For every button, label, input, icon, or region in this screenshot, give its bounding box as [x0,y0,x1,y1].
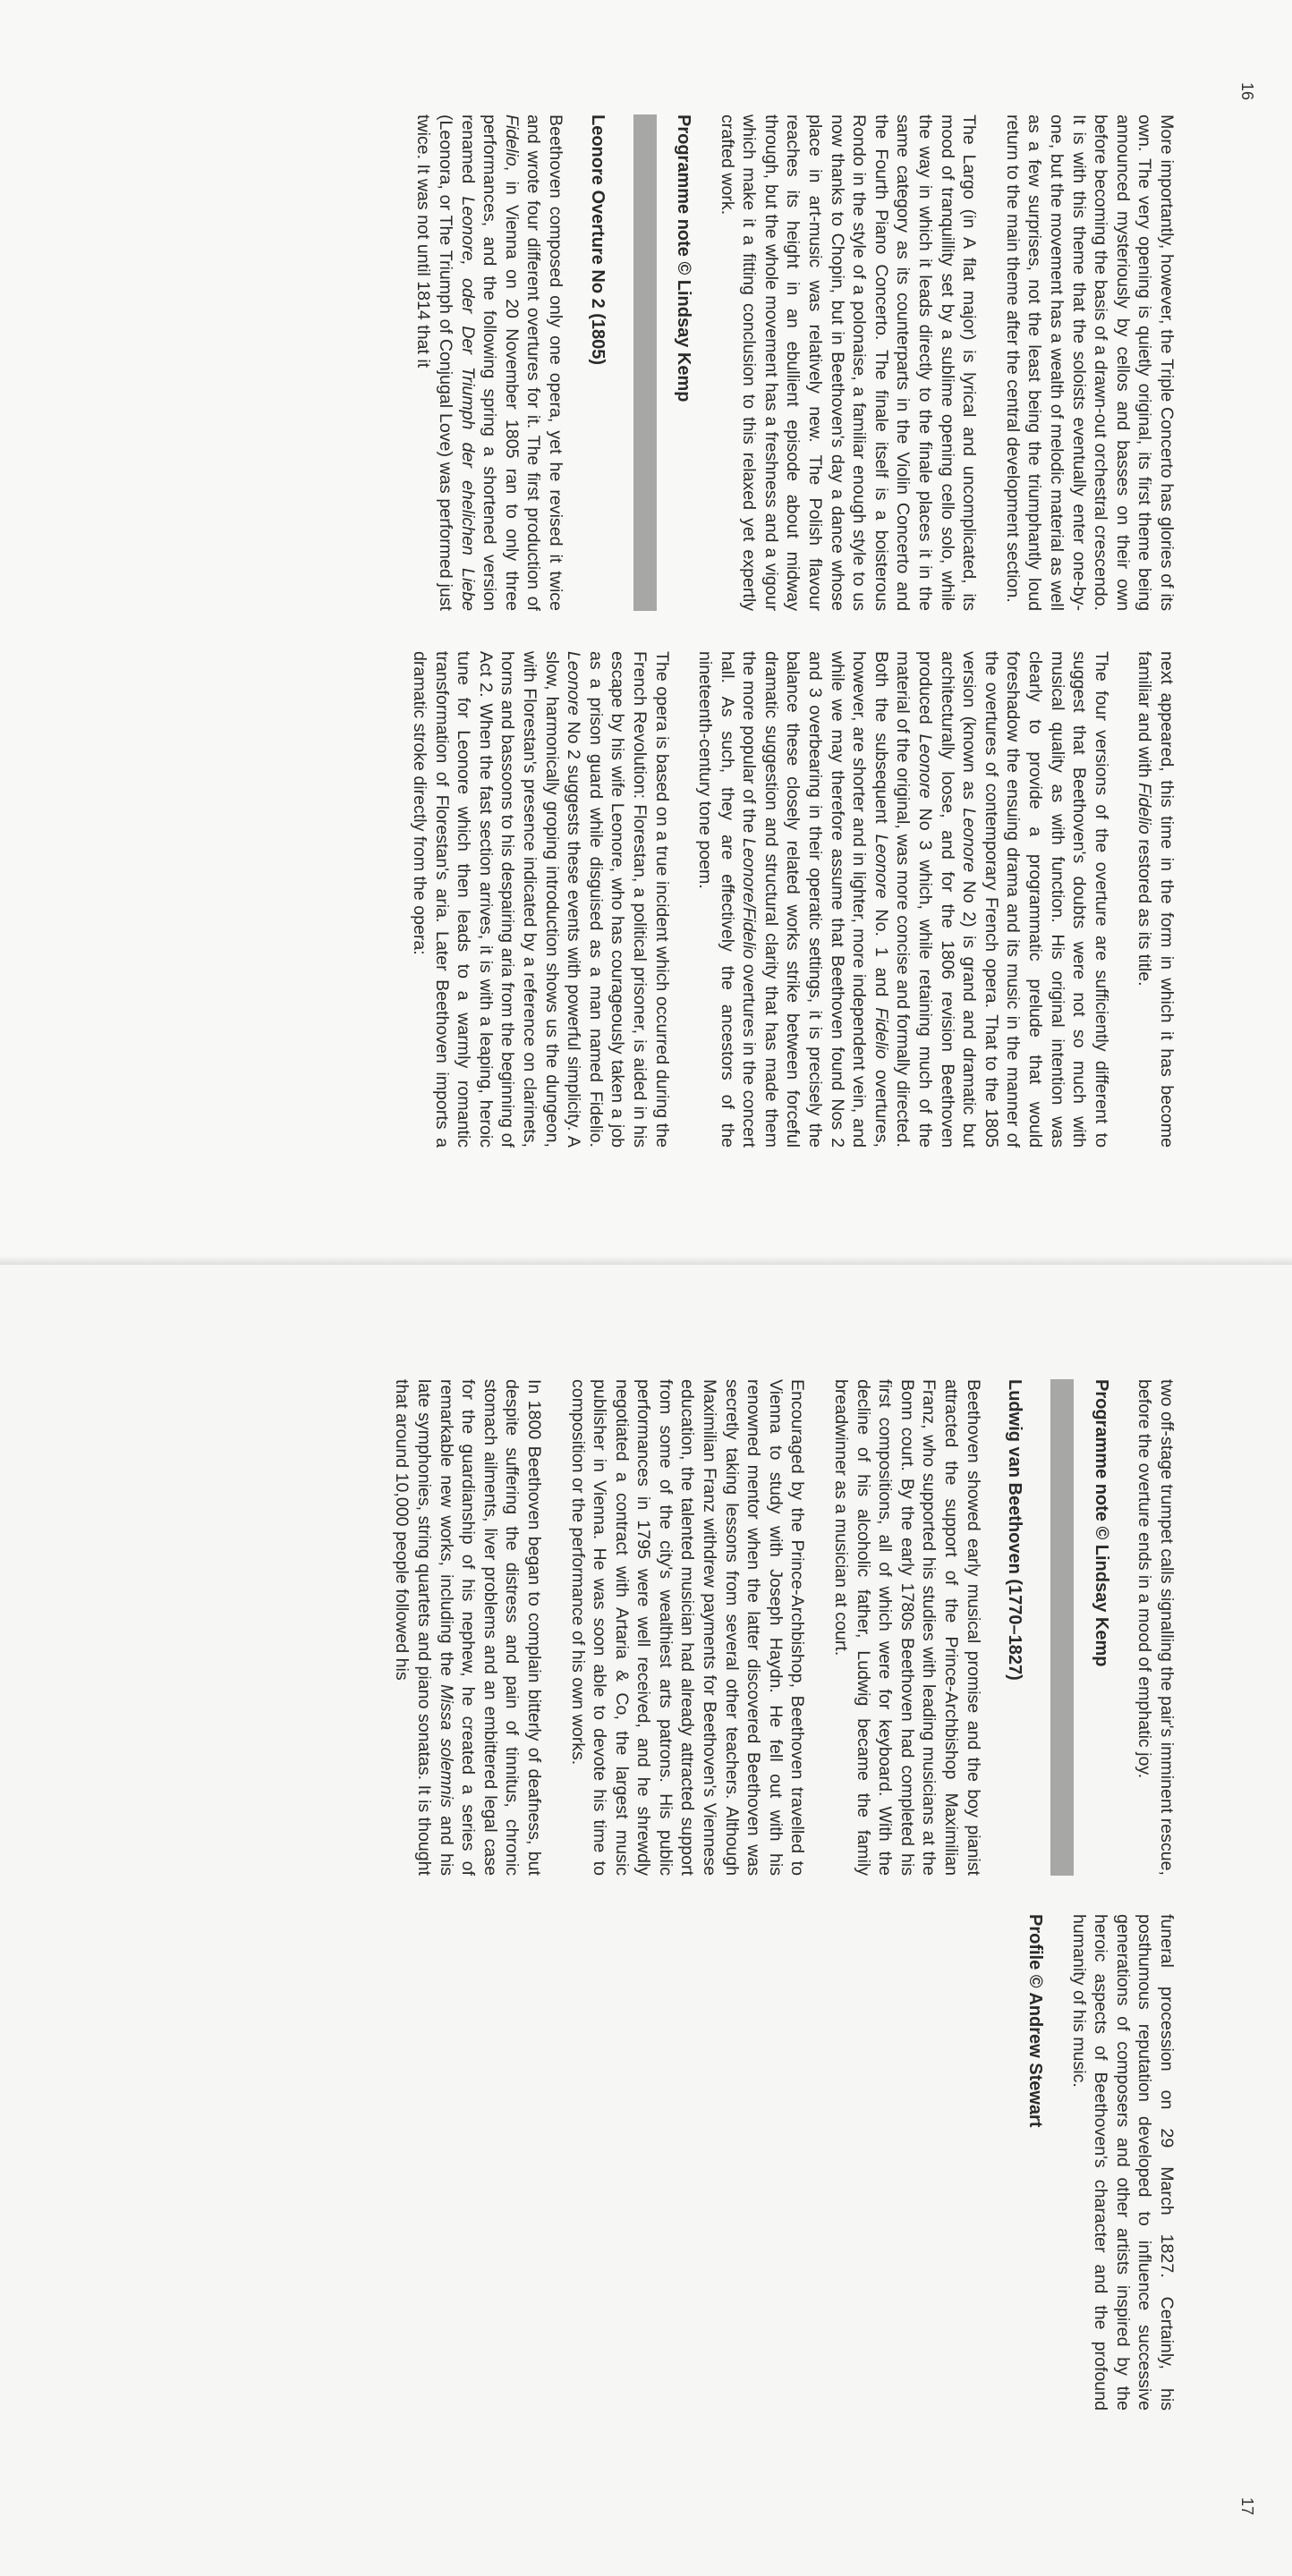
left-page [0,0,1292,1265]
text-run: and his late symphonies, string quartets and piano sonatas. It is thought that around 10,000 people followed his [392,1379,456,1876]
paragraph-leonore-intro [412,114,566,611]
column-2 [408,651,1177,1148]
paragraph-funeral: funeral procession on 29 March 1827. Certainly, his posthumous reputation developed to influence successive generations of composers and other artists inspired by the heroic aspects of Beethoven's character and the profound humanity of his music. [1068,1914,1177,2411]
text-run: In 1800 Beethoven began to complain bitterly of deafness, but despite suffering the distress and pain of tinnitus, chronic stomach ailments, liver problems and an embittered legal case for the guardianship of his nephew, he created a series of remarkable new works, including the [436,1379,544,1876]
text-italic: Leonore [871,834,891,899]
text-italic: Leonore [564,651,584,716]
paragraph-early-promise: Beethoven showed early musical promise and the boy pianist attracted the support of the Prince-Archbishop Maximilian Franz, who supported his studies with leading musicians at the Bonn court. By the early 1780s Beethoven had completed his first compositions, all of which were for keyboard. With the decline of his alcoholic father, Ludwig became the family breadwinner as a musician at court. [831,1379,983,1876]
section-divider-bar [1050,1379,1074,1876]
page-number-left: 16 [1238,82,1256,101]
text-run: The four versions of the overture are sufficiently different to suggest that Beethoven's doubts were not so much with musical quality as with function. His original intention was clearly to provide a programmatic prelude that would foreshadow the ensuing drama and its music in the manner of the overtures of contemporary French opera. That to the 1805 version (known as [959,651,1111,1148]
text-run: No 3 which, while retaining much of the material of the original, was more concise and formally directed. Both the subsequent [871,651,936,1148]
profile-credit: Profile © Andrew Stewart [1025,1914,1046,2128]
programme-note-credit: Programme note © Lindsay Kemp [1091,1379,1111,1667]
text-italic: Fidelio [1135,783,1155,835]
paragraph-largo: The Largo (in A flat major) is lyrical and uncomplicated, its mood of tranquillity set by a sublime opening cello solo, while the way in which it leads directly to the finale places it in the same category as its counterparts in the Violin Concerto and the Fourth Piano Concerto. The finale itself is a boisterous Rondo in the style of a polonaise, a familiar enough style to us now thanks to Chopin, but in Beethoven's day a dance whose place in art-music was relatively new. The Polish flavour reaches its height in an ebullient episode about midway through, but the whole movement has a freshness and a vigour which make it a fitting conclusion to this relaxed yet expertly crafted work. [717,114,980,611]
section-divider-bar [633,114,657,611]
section-heading-leonore: Leonore Overture No 2 (1805) [587,114,608,366]
text-italic: Fidelio [871,1007,891,1059]
paragraph-trumpet-calls: two off-stage trumpet calls signalling the pair's imminent rescue, before the overture ends in a mood of emphatic joy. [1135,1379,1177,1876]
paragraph-opera-plot [408,651,672,1148]
paragraph-deafness [391,1379,545,1876]
text-run: No 2) is grand and dramatic but architecturally loose, and for the 1806 revision Beethoven produced [915,651,980,1148]
text-italic: Leonore [959,808,980,873]
text-run: next appeared, this time in the form in which it has become familiar and with [1135,651,1177,1148]
text-run: The opera is based on a true incident which occurred during the French Revolution: Florestan, a political prisoner, is aided in his escape by his wife Leonore, who has courageously taken a job as a prison guard while disguised as a man named Fidelio. [585,651,672,1148]
text-run: restored as its title. [1135,834,1155,987]
column-3 [391,1379,1177,1876]
page-number-right: 17 [1238,2497,1256,2516]
text-run: Beethoven composed only one opera, yet he revised it twice and wrote four different overtures for it. The first production of [523,114,565,611]
text-run: No. 1 and [871,898,891,1008]
paragraph-fidelio-title [1134,651,1177,1148]
section-heading-beethoven: Ludwig van Beethoven (1770–1827) [1005,1379,1025,1681]
text-run: overtures in the concert hall. As such, they are effectively the ancestors of the nineteenth-century tone poem. [695,651,760,1148]
text-italic: Fidelio [501,114,522,166]
text-italic: Leonore, oder Der Triumph der ehelichen Liebe [457,196,478,612]
programme-note-credit: Programme note © Lindsay Kemp [674,114,694,402]
text-italic: Leonore/Fidelio [739,837,760,960]
text-run: , in Vienna on 20 November 1805 ran to only three performances, and the following spring a shortened version renamed [457,114,522,611]
text-italic: Missa solemnis [436,1684,456,1808]
paragraph-vienna: Encouraged by the Prince-Archbishop, Beethoven travelled to Vienna to study with Joseph Haydn. He fell out with his renowned mentor when the latter discovered Beethoven was secretly taking lessons from several other teachers. Although Maximilian Franz withdrew payments for Beethoven's Viennese education, the talented musician had already attracted support from some of the city's wealthiest arts patrons. His public performances in 1795 were well received, and he shrewdly negotiated a contract with Artaria & Co, the largest music publisher in Vienna. He was soon able to devote his time to composition or the performance of his own works. [567,1379,808,1876]
text-italic: Leonore [915,733,936,799]
paragraph-four-versions [694,651,1112,1148]
column-4 [1004,1914,1177,2411]
paragraph-triple-concerto: More importantly, however, the Triple Concerto has glories of its own. The very opening is quietly original, its first theme being announced mysteriously by cellos and basses on their own before becoming the basis of a drawn-out orchestral crescendo. It is with this theme that the soloists eventually enter one-by-one, but the movement has a wealth of melodic material as well as a few surprises, not the least being the triumphantly loud return to the main theme after the central development section. [1002,114,1177,611]
text-run: No 2 suggests these events with powerful simplicity. A slow, harmonically groping introduction shows us the dungeon, with Florestan's presence indicated by a reference on clarinets, horns and bassoons to his despairing aria from the beginning of Act 2. When the fast section arrives, it is with a leaping, heroic tune for Leonore which then leads to a warmly romantic transformation of Florestan's aria. Later Beethoven imports a dramatic stroke directly from the opera: [410,651,584,1148]
text-run: overtures, however, are shorter and in lighter, more independent vein, and while we may therefore assume that Beethoven found Nos 2 and 3 overbearing in their operatic settings, it is precisely the balance these closely related works strike between forceful dramatic suggestion and structural clarity that has made them the more popular of the [739,651,891,1148]
column-1 [412,114,1177,611]
text-run: (Leonora, or The Triumph of Conjugal Love) was performed just twice. It was not until 1814 that it [413,114,455,611]
